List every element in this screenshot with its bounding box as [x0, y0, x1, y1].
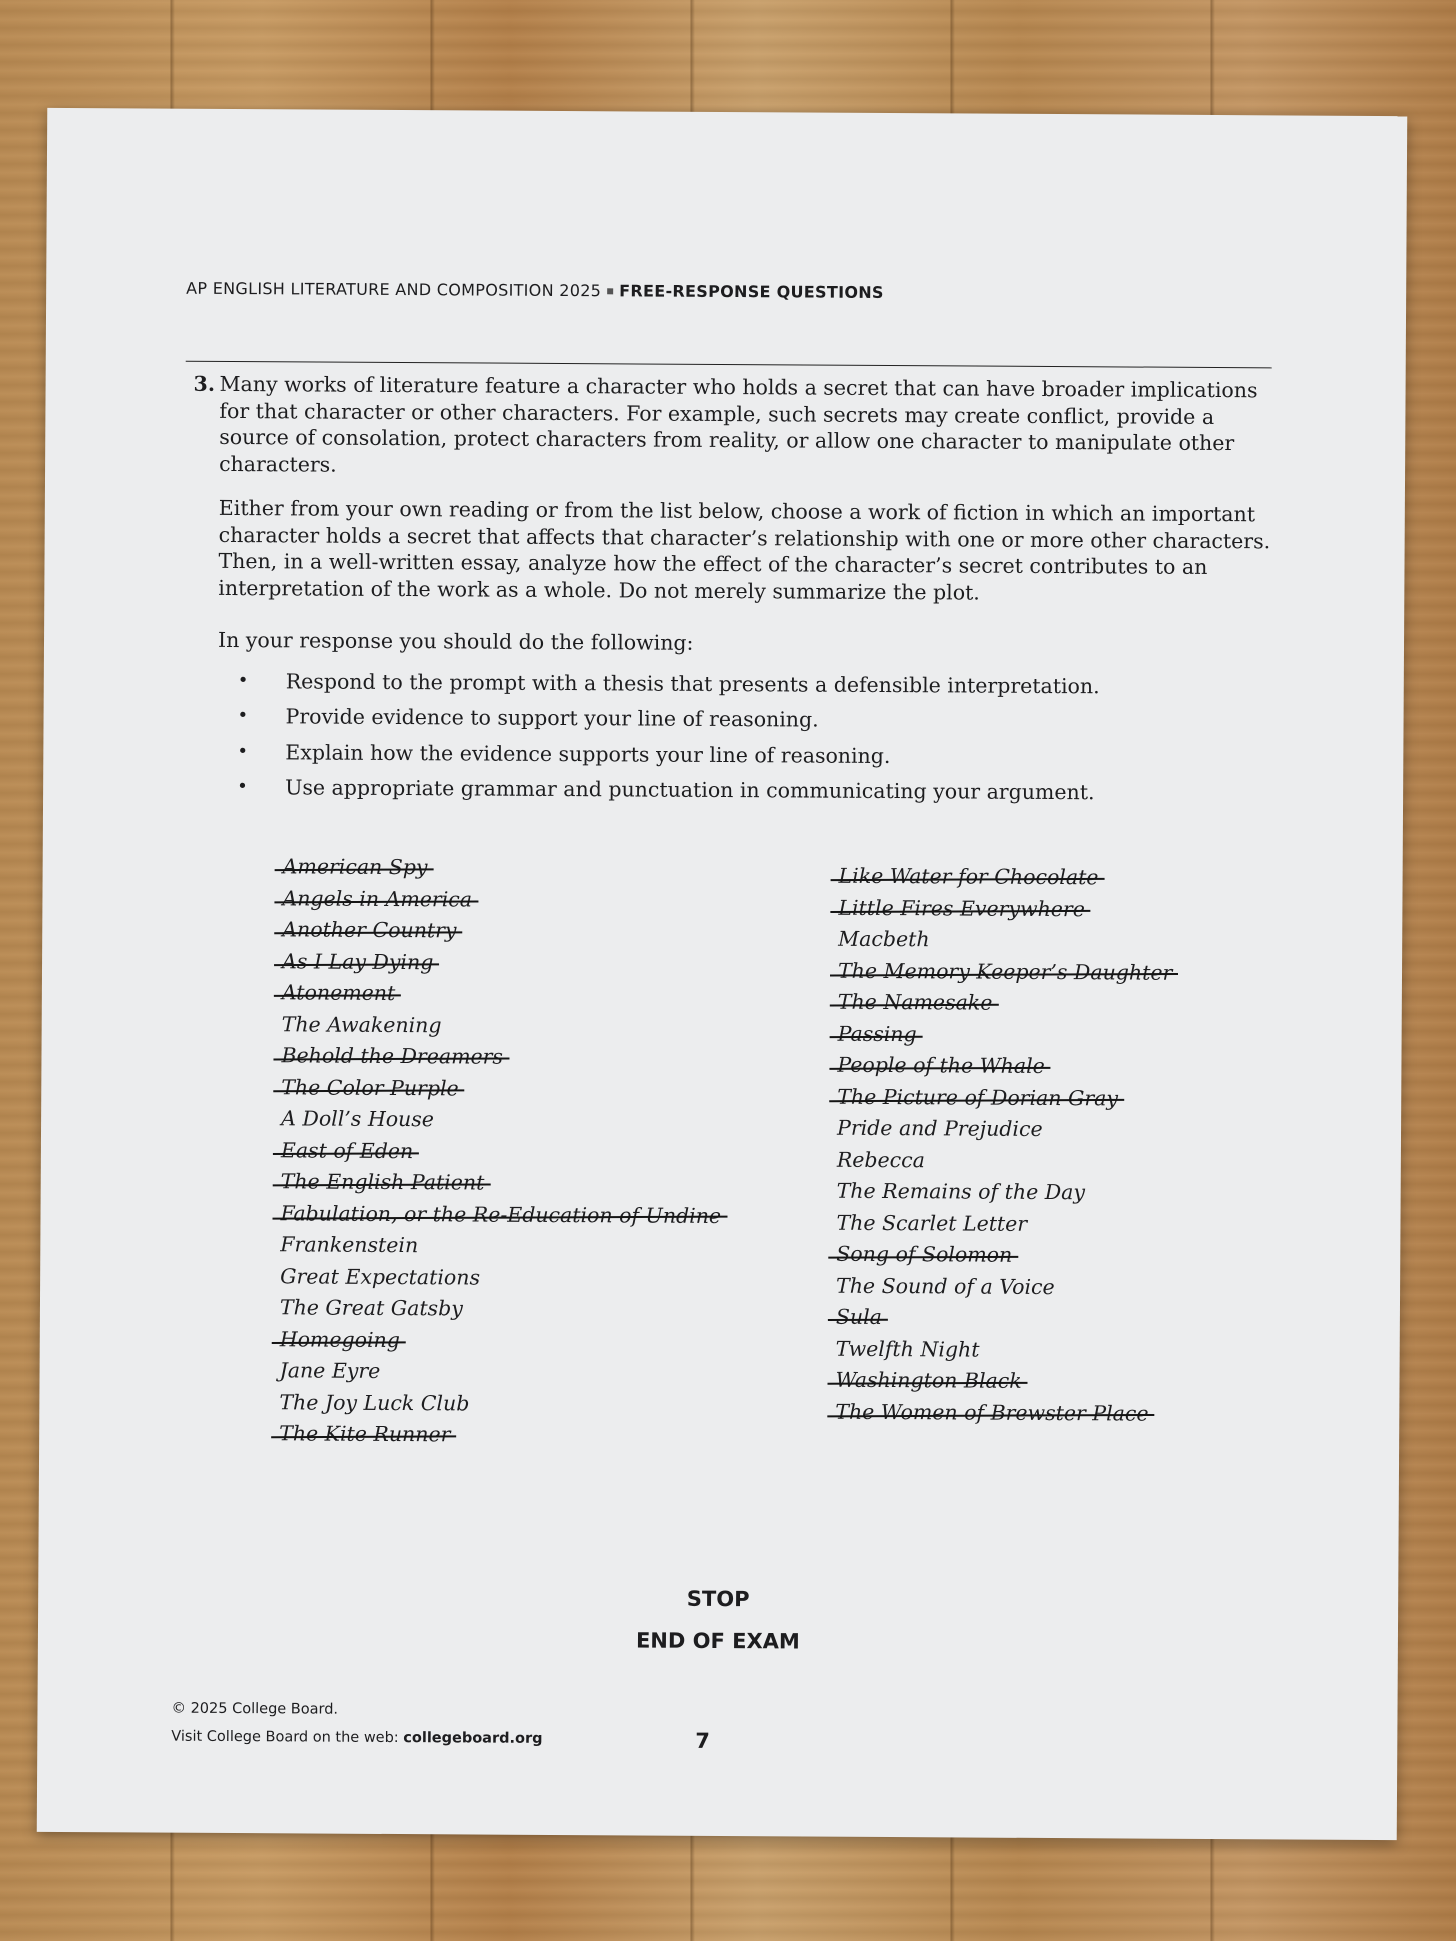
book-item — [279, 1387, 720, 1421]
book-title: The Sound of a Voice — [836, 1273, 1055, 1299]
book-title-crossed-out: The Women of Brewster Place — [835, 1396, 1148, 1429]
stop-label: STOP — [686, 1586, 750, 1612]
book-title-crossed-out: Angels in America — [282, 883, 472, 916]
book-title: The Scarlet Letter — [836, 1210, 1028, 1236]
requirement-item: • Use appropriate grammar and punctuation in communicating your argument. — [237, 774, 1271, 807]
book-title: Macbeth — [838, 926, 930, 952]
requirement-item: • Provide evidence to support your line of reasoning. — [237, 703, 1271, 736]
book-item — [836, 1270, 1171, 1304]
book-item — [280, 1261, 721, 1295]
page-header — [186, 279, 884, 302]
book-item — [838, 955, 1173, 989]
visit-text: Visit College Board on the web: — [171, 1728, 399, 1747]
book-title-crossed-out: Like Water for Chocolate — [839, 861, 1099, 894]
book-title-crossed-out: As I Lay Dying — [282, 946, 433, 978]
book-item — [282, 883, 723, 917]
book-item — [279, 1418, 720, 1452]
book-item — [837, 1050, 1172, 1084]
copyright-text: © 2025 College Board. — [171, 1700, 339, 1718]
book-item — [281, 1040, 722, 1074]
end-of-exam-label: END OF EXAM — [635, 1628, 800, 1654]
book-item — [837, 1176, 1172, 1210]
header-separator-icon — [607, 288, 613, 294]
book-title: The Great Gatsby — [279, 1295, 463, 1321]
book-title: Jane Eyre — [279, 1358, 381, 1383]
book-title: Frankenstein — [280, 1232, 419, 1258]
header-divider — [186, 361, 1272, 369]
book-title-crossed-out: The Kite Runner — [279, 1418, 450, 1451]
book-item — [283, 851, 724, 885]
book-title-crossed-out: Passing — [838, 1018, 917, 1050]
book-item — [839, 861, 1174, 895]
book-item — [282, 914, 723, 948]
website-link[interactable]: collegeboard.org — [403, 1730, 543, 1747]
book-title-crossed-out: Washington Black — [835, 1365, 1021, 1398]
book-item — [279, 1355, 720, 1389]
book-item — [835, 1365, 1170, 1399]
book-item — [837, 1081, 1172, 1115]
book-title: The Joy Luck Club — [279, 1389, 470, 1415]
book-title: Great Expectations — [280, 1263, 481, 1290]
book-item — [837, 1144, 1172, 1178]
book-title: Pride and Prejudice — [836, 1115, 1043, 1141]
book-title-crossed-out: The Namesake — [838, 987, 993, 1019]
book-item — [836, 1333, 1171, 1367]
book-list-left — [279, 851, 723, 1452]
book-item — [837, 1113, 1172, 1147]
requirements-list — [237, 668, 1272, 807]
book-item — [281, 1072, 722, 1106]
book-title: Rebecca — [836, 1147, 925, 1172]
book-title-crossed-out: American Spy — [283, 851, 428, 883]
book-title: A Doll’s House — [281, 1106, 435, 1132]
book-title-crossed-out: Song of Solomon — [836, 1239, 1012, 1272]
book-item — [280, 1324, 721, 1358]
response-intro: In your response you should do the following: — [217, 627, 694, 655]
book-item — [838, 1018, 1173, 1052]
book-item — [836, 1207, 1171, 1241]
book-item — [280, 1198, 721, 1232]
book-item — [281, 1166, 722, 1200]
header-course: AP ENGLISH LITERATURE AND COMPOSITION 2025 — [186, 278, 602, 301]
book-title-crossed-out: The Memory Keeper’s Daughter — [838, 955, 1173, 989]
book-item — [281, 1103, 722, 1137]
book-item — [280, 1229, 721, 1263]
question-paragraph-1: Many works of literature feature a character who holds a secret that can have broader implications for that character or other characters. For example, such secrets may create conflict, provide a source of consolation, protect characters from reality, or allow one character to manipulate other characters. — [219, 371, 1258, 477]
book-item — [838, 892, 1173, 926]
book-title-crossed-out: The English Patient — [281, 1166, 485, 1199]
question-paragraph-2: Either from your own reading or from the list below, choose a work of fiction in which an important character holds a secret that affects that character’s relationship with one or more other characters. Then, in a well-written essay, analyze how the effect of the character’s secret contributes to an interpretation of the work as a whole. Do not merely summarize the plot. — [218, 495, 1271, 605]
book-title-crossed-out: Fabulation, or the Re-Education of Undine — [280, 1198, 721, 1232]
book-title-crossed-out: Atonement — [282, 977, 396, 1009]
book-title: The Awakening — [281, 1011, 442, 1037]
book-item — [836, 1239, 1171, 1273]
footer-visit — [171, 1729, 542, 1747]
book-item — [838, 987, 1173, 1021]
header-section: FREE-RESPONSE QUESTIONS — [619, 281, 884, 302]
book-item — [282, 946, 723, 980]
book-item — [282, 1009, 723, 1043]
book-title-crossed-out: The Picture of Dorian Gray — [837, 1081, 1118, 1114]
book-item — [835, 1396, 1170, 1430]
exam-page — [37, 108, 1408, 1840]
page-number: 7 — [695, 1728, 711, 1753]
book-title: Twelfth Night — [835, 1336, 980, 1362]
book-item — [836, 1302, 1171, 1336]
requirement-item: • Explain how the evidence supports your line of reasoning. — [237, 739, 1271, 772]
book-item — [282, 977, 723, 1011]
question-block — [191, 371, 1274, 816]
book-title-crossed-out: Sula — [836, 1302, 882, 1334]
book-title-crossed-out: Behold the Dreamers — [281, 1040, 503, 1073]
question-number: 3. — [193, 371, 216, 396]
book-item — [281, 1135, 722, 1169]
book-title-crossed-out: Homegoing — [280, 1324, 400, 1356]
book-item — [280, 1292, 721, 1326]
book-title-crossed-out: People of the Whale — [837, 1050, 1045, 1083]
book-list-right — [835, 861, 1173, 1430]
book-title-crossed-out: East of Eden — [281, 1135, 414, 1167]
book-title-crossed-out: Little Fires Everywhere — [838, 892, 1085, 925]
book-title: The Remains of the Day — [836, 1178, 1086, 1205]
book-title-crossed-out: Another Country — [282, 914, 456, 947]
requirement-item: • Respond to the prompt with a thesis that presents a defensible interpretation. — [238, 668, 1272, 701]
book-title-crossed-out: The Color Purple — [281, 1072, 459, 1105]
book-item — [838, 924, 1173, 958]
